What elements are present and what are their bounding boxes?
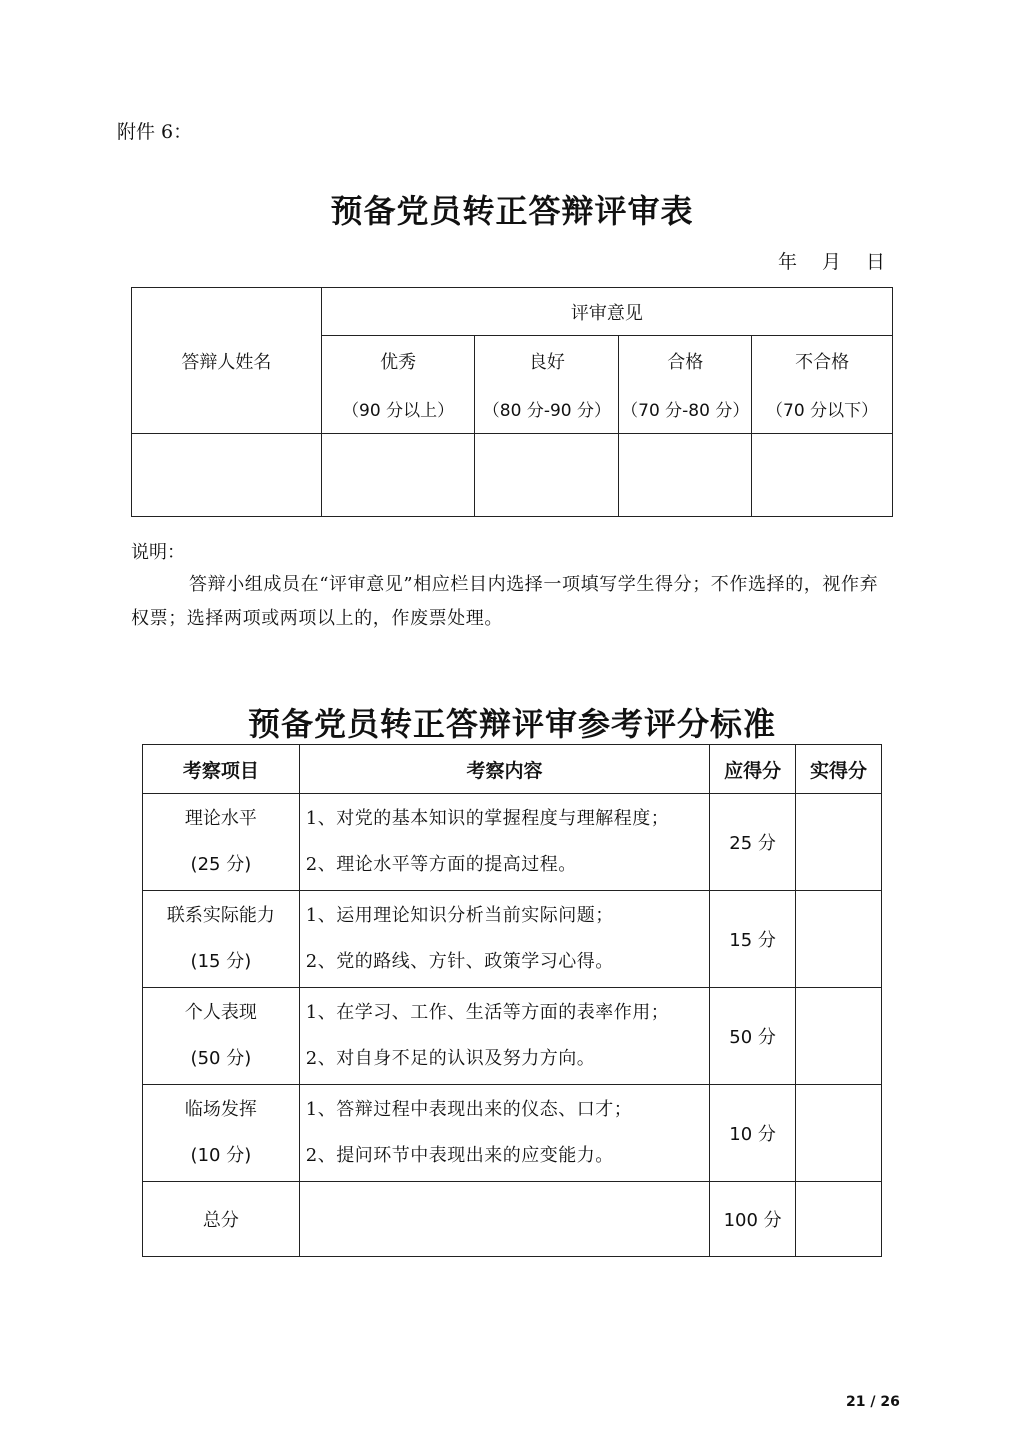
total-actual-score-cell[interactable] [796,1182,882,1257]
score-cell-excellent[interactable] [321,434,475,517]
content-line: 2、党的路线、方针、政策学习心得。 [305,951,614,972]
actual-score-cell[interactable] [796,1085,882,1182]
grade-range: （90 分以上） [342,401,455,421]
item-name: 联系实际能力 [166,905,275,926]
name-cell[interactable] [132,434,322,517]
criteria-table [142,744,882,1257]
item-cell [143,891,300,988]
item-points: (10 分) [190,1145,252,1166]
header-content: 考察内容 [299,745,709,794]
note-label: 说明： [131,542,185,563]
item-points: (15 分) [190,951,252,972]
grade-pass [619,336,752,434]
content-cell [299,1085,709,1182]
note-text: 答辩小组成员在“评审意见”相应栏目内选择一项填写学生得分；不作选择的，视作弃权票；选择两项或两项以上的，作废票处理。 [131,574,879,629]
actual-score-cell[interactable] [796,794,882,891]
content-cell [299,794,709,891]
page-number: 21 / 26 [846,1394,900,1410]
table-row [143,794,882,891]
grade-range: （70 分以下） [766,401,879,421]
grade-label: 不合格 [795,352,850,373]
expected-score: 10 分 [710,1085,796,1182]
actual-score-cell[interactable] [796,988,882,1085]
content-line: 1、对党的基本知识的掌握程度与理解程度； [305,808,670,829]
date-year: 年 [778,251,798,273]
criteria-title: 预备党员转正答辩评审参考评分标准 [247,705,776,743]
score-cell-pass[interactable] [619,434,752,517]
score-cell-good[interactable] [475,434,619,517]
date-day: 日 [866,251,886,273]
name-header: 答辩人姓名 [132,288,322,434]
item-points: (25 分) [190,854,252,875]
content-line: 2、对自身不足的认识及努力方向。 [305,1048,596,1069]
grade-range: （70 分-80 分） [621,401,750,421]
content-line: 1、在学习、工作、生活等方面的表率作用； [305,1002,670,1023]
actual-score-cell[interactable] [796,891,882,988]
total-label: 总分 [143,1182,300,1257]
form-title: 预备党员转正答辩评审表 [330,192,694,230]
expected-score: 15 分 [710,891,796,988]
grade-excellent [321,336,475,434]
item-cell [143,988,300,1085]
content-line: 1、运用理论知识分析当前实际问题； [305,905,614,926]
content-line: 1、答辩过程中表现出来的仪态、口才； [305,1099,633,1120]
item-cell [143,794,300,891]
attachment-label: 附件 6： [117,121,193,143]
content-cell [299,891,709,988]
score-cell-fail[interactable] [752,434,893,517]
content-line: 2、提问环节中表现出来的应变能力。 [305,1145,614,1166]
item-name: 理论水平 [184,808,257,829]
date-line [778,247,910,274]
item-name: 个人表现 [184,1002,257,1023]
item-cell [143,1085,300,1182]
total-score: 100 分 [710,1182,796,1257]
grade-range: （80 分-90 分） [482,401,611,421]
header-expected-score: 应得分 [710,745,796,794]
table-row [143,1085,882,1182]
expected-score: 25 分 [710,794,796,891]
review-form-table [131,287,893,517]
grade-fail [752,336,893,434]
content-cell [299,988,709,1085]
grade-label: 优秀 [380,352,417,373]
item-points: (50 分) [190,1048,252,1069]
total-content-cell [299,1182,709,1257]
total-row [143,1182,882,1257]
expected-score: 50 分 [710,988,796,1085]
header-item: 考察项目 [143,745,300,794]
item-name: 临场发挥 [184,1099,257,1120]
table-row [143,988,882,1085]
review-header: 评审意见 [321,288,892,336]
date-month: 月 [822,251,842,273]
header-actual-score: 实得分 [796,745,882,794]
grade-label: 合格 [667,352,704,373]
content-line: 2、理论水平等方面的提高过程。 [305,854,577,875]
table-row [143,891,882,988]
grade-good [475,336,619,434]
grade-label: 良好 [528,352,565,373]
